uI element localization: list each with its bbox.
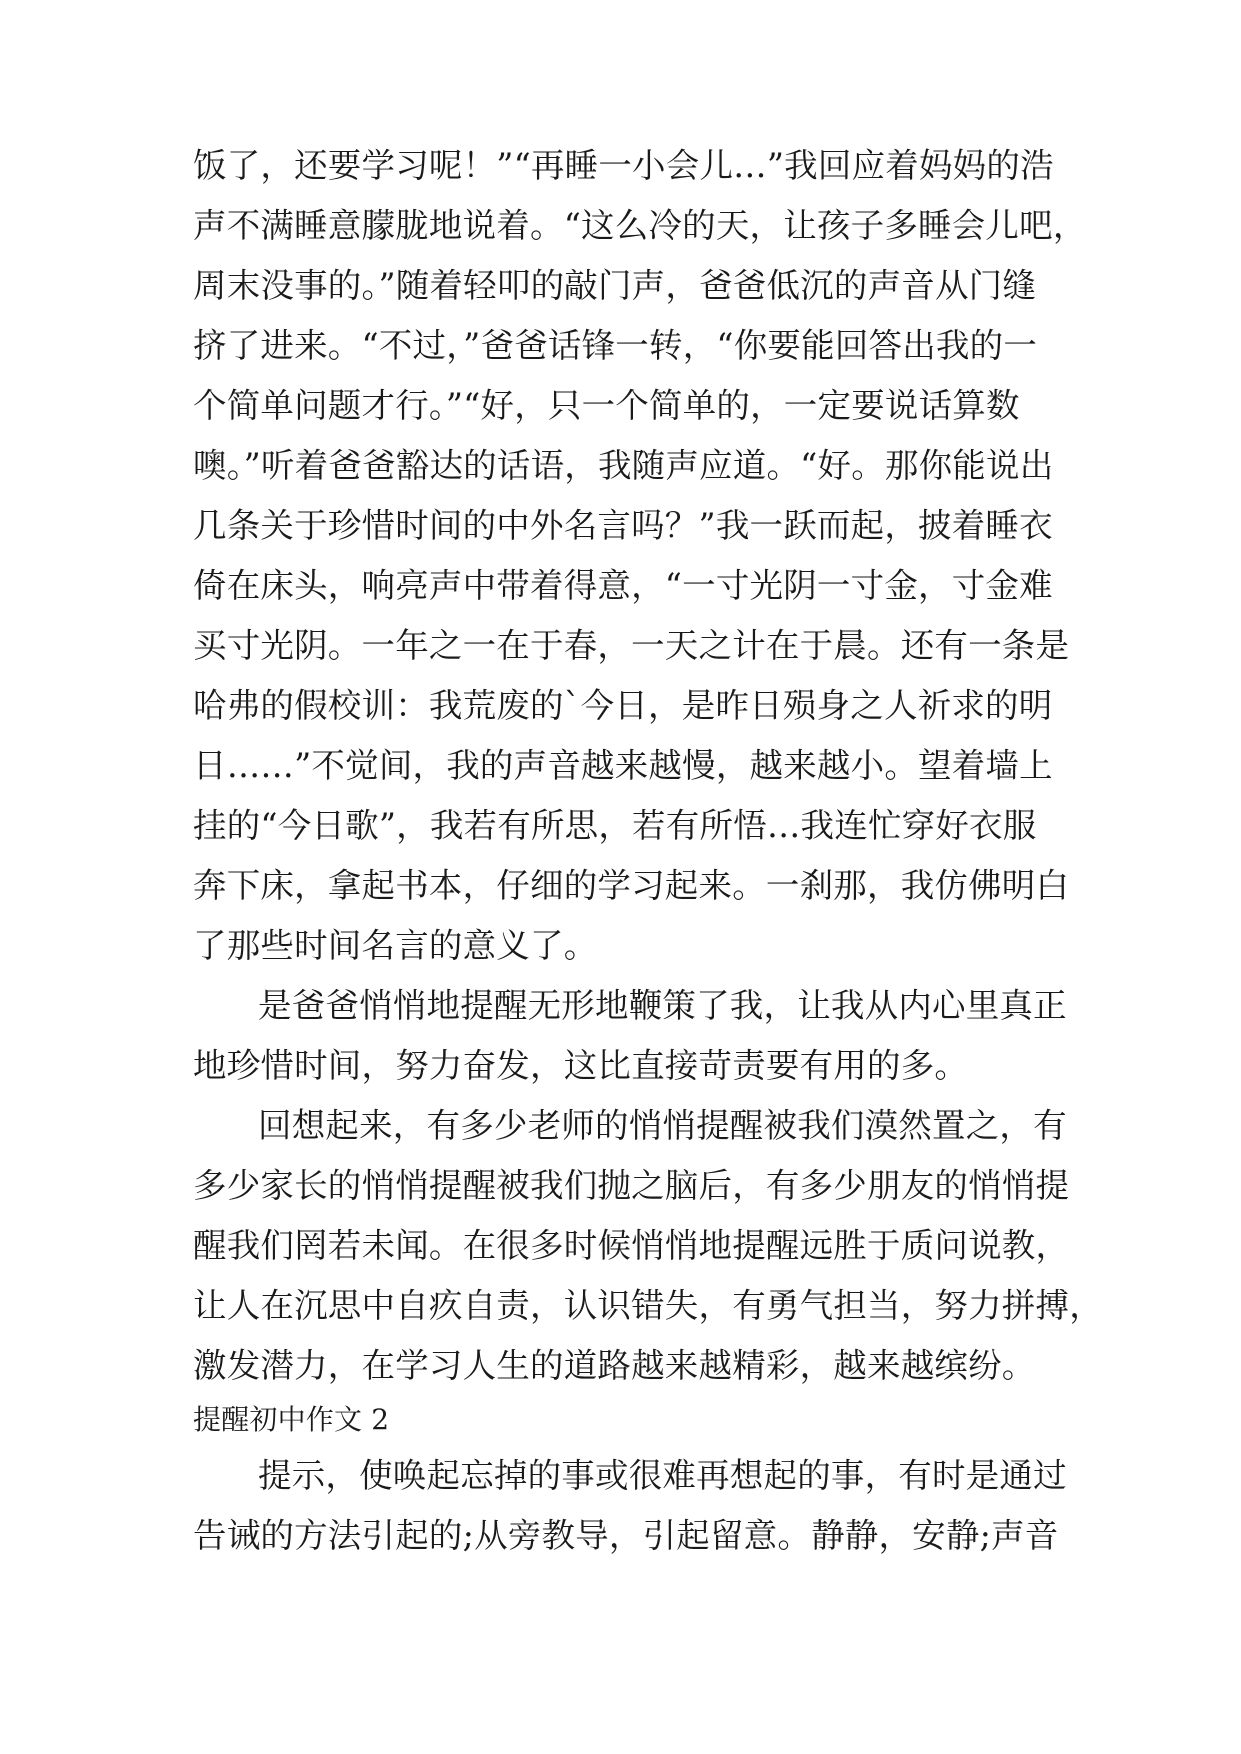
- text-line: 挂的“今日歌”，我若有所思，若有所悟…我连忙穿好衣服: [193, 806, 1037, 845]
- text-line: 挤了进来。“不过，”爸爸话锋一转，“你要能回答出我的一: [193, 326, 1038, 365]
- paragraph-first-line: 回想起来，有多少老师的悄悄提醒被我们漠然置之，有: [258, 1106, 1067, 1145]
- text-line: 多少家长的悄悄提醒被我们抛之脑后，有多少朋友的悄悄提: [193, 1166, 1070, 1205]
- text-line: 几条关于珍惜时间的中外名言吗？”我一跃而起，披着睡衣: [193, 506, 1053, 545]
- text-line: 地珍惜时间，努力奋发，这比直接苛责要有用的多。: [193, 1046, 969, 1085]
- paragraph-first-line: 提示，使唤起忘掉的事或很难再想起的事，有时是通过: [258, 1456, 1067, 1495]
- text-line: 日……”不觉间，我的声音越来越慢，越来越小。望着墙上: [193, 746, 1053, 785]
- text-line: 醒我们罔若未闻。在很多时候悄悄地提醒远胜于质问说教，: [193, 1226, 1070, 1265]
- text-line: 噢。”听着爸爸豁达的话语，我随声应道。“好。那你能说出: [193, 446, 1054, 485]
- text-line: 饭了，还要学习呢！”“再睡一小会儿…”我回应着妈妈的浩: [193, 146, 1054, 185]
- text-line: 哈弗的假校训：我荒废的`今日，是昨日殒身之人祈求的明: [193, 686, 1053, 725]
- text-line: 周末没事的。”随着轻叩的敲门声，爸爸低沉的声音从门缝: [193, 266, 1037, 305]
- text-line: 告诫的方法引起的;从旁教导，引起留意。静静，安静;声音: [193, 1516, 1059, 1555]
- text-line: 激发潜力，在学习人生的道路越来越精彩，越来越缤纷。: [193, 1346, 1036, 1385]
- text-line: 买寸光阴。一年之一在于春，一天之计在于晨。还有一条是: [193, 626, 1070, 665]
- text-line: 个简单问题才行。”“好，只一个简单的，一定要说话算数: [193, 386, 1020, 425]
- text-line: 倚在床头，响亮声中带着得意，“一寸光阴一寸金，寸金难: [193, 566, 1053, 605]
- section-heading: 提醒初中作文 2: [193, 1403, 390, 1436]
- text-line: 声不满睡意朦胧地说着。“这么冷的天，让孩子多睡会儿吧，: [193, 206, 1087, 245]
- text-line: 了那些时间名言的意义了。: [193, 926, 598, 965]
- text-line: 奔下床，拿起书本，仔细的学习起来。一刹那，我仿佛明白: [193, 866, 1070, 905]
- text-line: 让人在沉思中自疚自责，认识错失，有勇气担当，努力拼搏，: [193, 1286, 1103, 1325]
- paragraph-first-line: 是爸爸悄悄地提醒无形地鞭策了我，让我从内心里真正: [258, 986, 1067, 1025]
